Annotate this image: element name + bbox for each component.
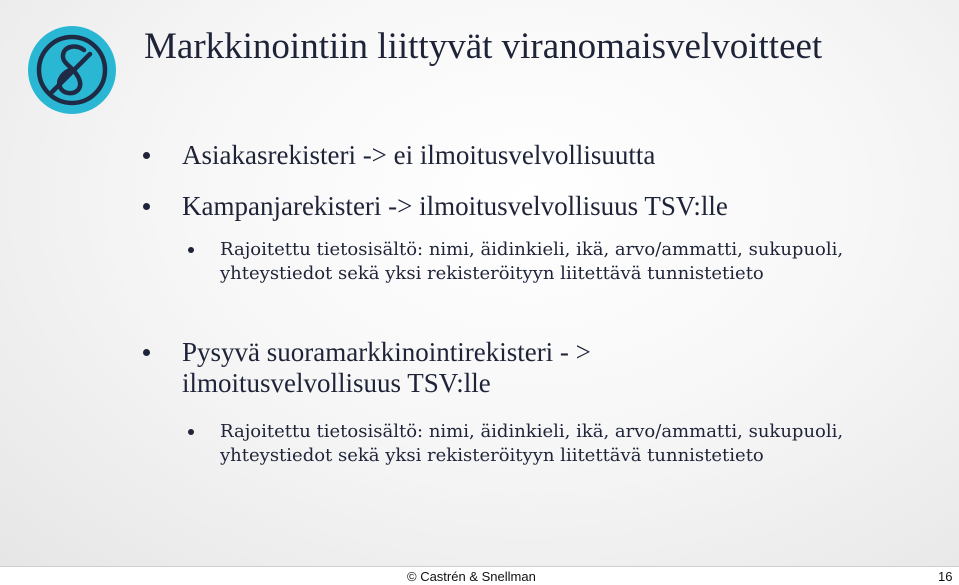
bullet-text: Asiakasrekisteri -> ei ilmoitusvelvollisuutta (182, 140, 656, 170)
sub-bullet-item (188, 420, 888, 468)
copyright-text: © Castrén & Snellman (407, 569, 536, 584)
slide-footer (0, 566, 959, 585)
sub-bullet-text: Rajoitettu tietosisältö: nimi, äidinkieli, ikä, arvo/ammatti, sukupuoli, yhteystiedot sekä yksi rekisteröityyn liitettävä tunnistetieto (220, 239, 844, 284)
slide-title: Markkinointiin liittyvät viranomaisvelvoitteet (144, 26, 823, 67)
bullet-item (147, 337, 927, 399)
page-number: 16 (938, 569, 953, 584)
sub-bullet-item (188, 238, 888, 286)
sub-bullet-text: Rajoitettu tietosisältö: nimi, äidinkieli, ikä, arvo/ammatti, sukupuoli, yhteystiedot sekä yksi rekisteröityyn liitettävä tunnistetieto (220, 421, 844, 466)
bullet-item (147, 140, 927, 171)
bullet-item (147, 191, 927, 222)
bullet-dot-icon (143, 152, 150, 159)
sub-bullet-dot-icon (188, 247, 194, 253)
bullet-text: Pysyvä suoramarkkinointirekisteri - > ilmoitusvelvollisuus TSV:lle (182, 337, 591, 398)
bullet-dot-icon (143, 203, 150, 210)
bullet-text: Kampanjarekisteri -> ilmoitusvelvollisuus TSV:lle (182, 191, 728, 221)
bullet-dot-icon (143, 349, 150, 356)
sub-bullet-dot-icon (188, 429, 194, 435)
